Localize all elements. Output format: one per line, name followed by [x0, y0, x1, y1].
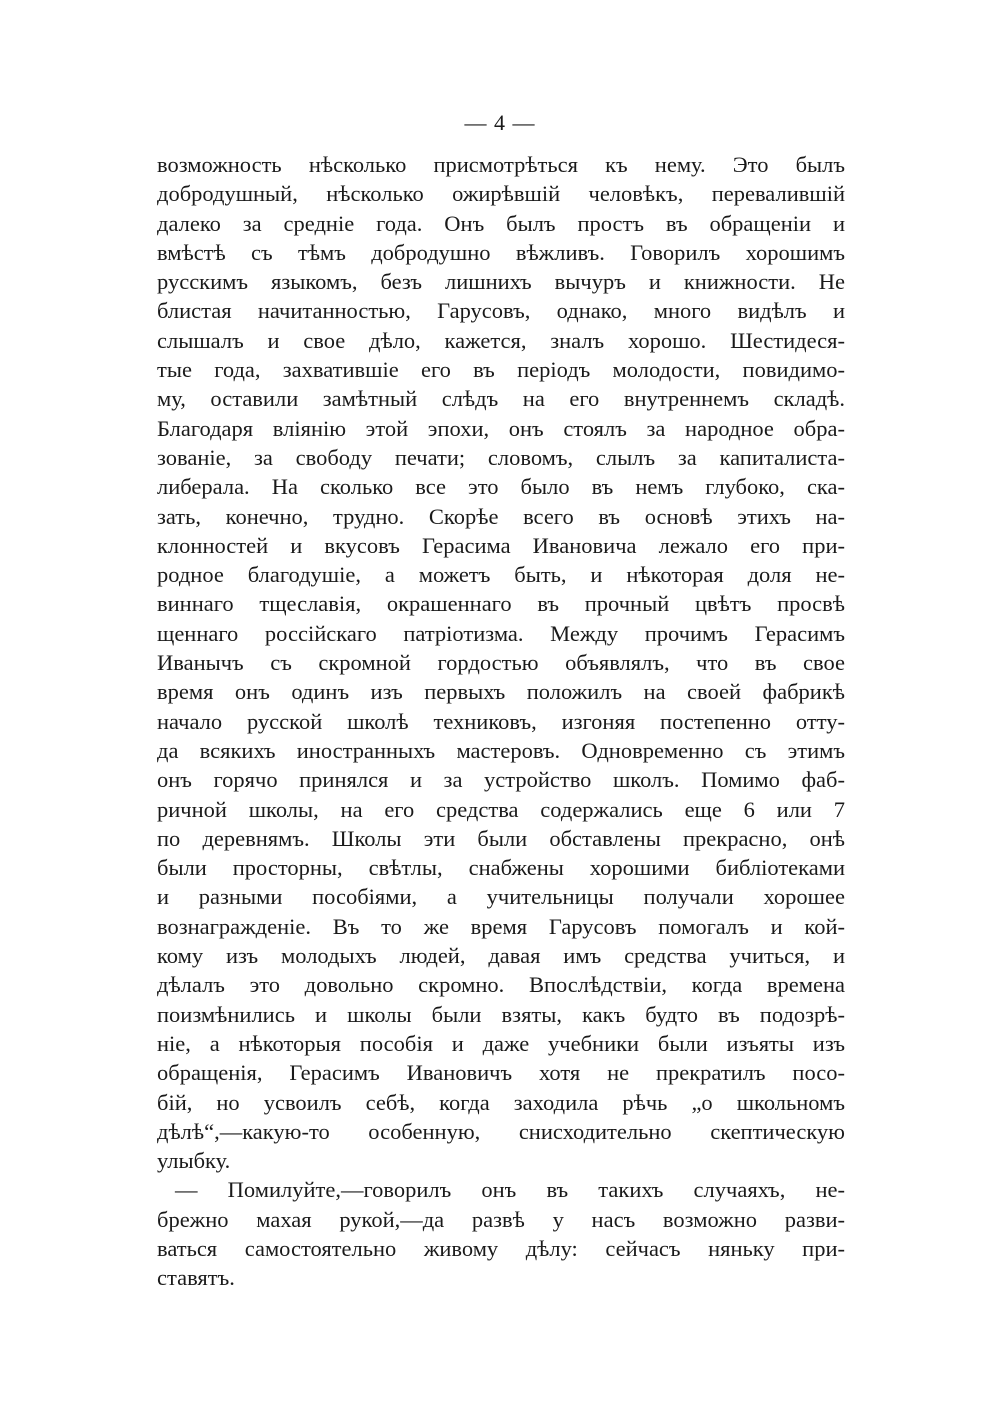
text-line: вмѣстѣ съ тѣмъ добродушно вѣжливъ. Говорилъ хорошимъ — [157, 239, 845, 265]
text-line: ричной школы, на его средства содержались еще 6 или 7 — [157, 796, 845, 822]
text-line: зать, конечно, трудно. Скорѣе всего въ основѣ этихъ на- — [157, 503, 845, 529]
text-line: да всякихъ иностранныхъ мастеровъ. Одновременно съ этимъ — [157, 737, 845, 763]
text-line: дѣлалъ это довольно скромно. Впослѣдствіи, когда времена — [157, 972, 845, 998]
text-line: Благодаря вліянію этой эпохи, онъ стоялъ за народное обра- — [157, 415, 845, 441]
text-line: онъ горячо принялся и за устройство школъ. Помимо фаб- — [157, 767, 845, 793]
text-line: вознагражденіе. Въ то же время Гарусовъ помогалъ и кой- — [157, 913, 845, 939]
text-line: тые года, захватившіе его въ періодъ молодости, повидимо- — [157, 357, 845, 383]
text-line: слышалъ и свое дѣло, кажется, зналъ хорошо. Шестидеся- — [157, 327, 845, 353]
text-line: щеннаго россійскаго патріотизма. Между прочимъ Герасимъ — [157, 620, 845, 646]
text-line: Иванычъ съ скромной гордостью объявлялъ, что въ свое — [157, 650, 845, 676]
text-line: были просторны, свѣтлы, снабжены хорошими библіотеками — [157, 855, 845, 881]
text-line: далеко за средніе года. Онъ былъ простъ въ обращеніи и — [157, 210, 845, 236]
paragraph-1 — [157, 150, 845, 1175]
body-text — [157, 150, 845, 1293]
page-number: — 4 — — [464, 110, 536, 135]
text-line: виннаго тщеславія, окрашеннаго въ прочный цвѣтъ просвѣ — [157, 591, 845, 617]
text-line: обращенія, Герасимъ Ивановичъ хотя не прекратилъ посо- — [157, 1060, 845, 1086]
text-line: зованіе, за свободу печати; словомъ, слылъ за капиталиста- — [157, 444, 845, 470]
text-line: ніе, а нѣкоторыя пособія и даже учебники были изъяты изъ — [157, 1030, 845, 1056]
text-line: возможность нѣсколько присмотрѣться къ нему. Это былъ — [157, 152, 845, 177]
text-line: бій, но усвоилъ себѣ, когда заходила рѣчь „о школьномъ — [157, 1089, 845, 1115]
text-line: ваться самостоятельно живому дѣлу: сейчасъ няньку при- — [157, 1235, 845, 1261]
text-line: время онъ одинъ изъ первыхъ положилъ на своей фабрикѣ — [157, 679, 845, 705]
text-line: кому изъ молодыхъ людей, давая имъ средства учиться, и — [157, 943, 845, 969]
text-line: добродушный, нѣсколько ожирѣвшій человѣкъ, перевалившій — [157, 181, 845, 207]
text-line: — Помилуйте,—говорилъ онъ въ такихъ случаяхъ, не- — [175, 1177, 845, 1203]
text-line: дѣлѣ“,—какую-то особенную, снисходительно скептическую — [157, 1118, 845, 1144]
text-line: брежно махая рукой,—да развѣ у насъ возможно разви- — [157, 1206, 845, 1232]
text-line: начало русской школѣ техниковъ, изгоняя постепенно отту- — [157, 708, 845, 734]
text-line: либерала. На сколько все это было въ немъ глубоко, ска- — [157, 474, 845, 500]
text-line: поизмѣнились и школы были взяты, какъ будто въ подозрѣ- — [157, 1001, 845, 1027]
text-line: русскимъ языкомъ, безъ лишнихъ вычуръ и книжности. Не — [157, 269, 845, 295]
text-line: блистая начитанностью, Гарусовъ, однако, много видѣлъ и — [157, 298, 845, 324]
text-line: родное благодушіе, а можетъ быть, и нѣкоторая доля не- — [157, 562, 845, 588]
text-line: му, оставили замѣтный слѣдъ на его внутреннемъ складѣ. — [157, 386, 845, 412]
text-line: ставятъ. — [157, 1265, 235, 1291]
text-line: и разными пособіями, а учительницы получали хорошее — [157, 884, 845, 910]
text-line: улыбку. — [157, 1148, 231, 1174]
paragraph-2 — [157, 1175, 845, 1292]
text-line: по деревнямъ. Школы эти были обставлены прекрасно, онѣ — [157, 825, 845, 851]
text-line: клонностей и вкусовъ Герасима Ивановича лежало его при- — [157, 532, 845, 558]
